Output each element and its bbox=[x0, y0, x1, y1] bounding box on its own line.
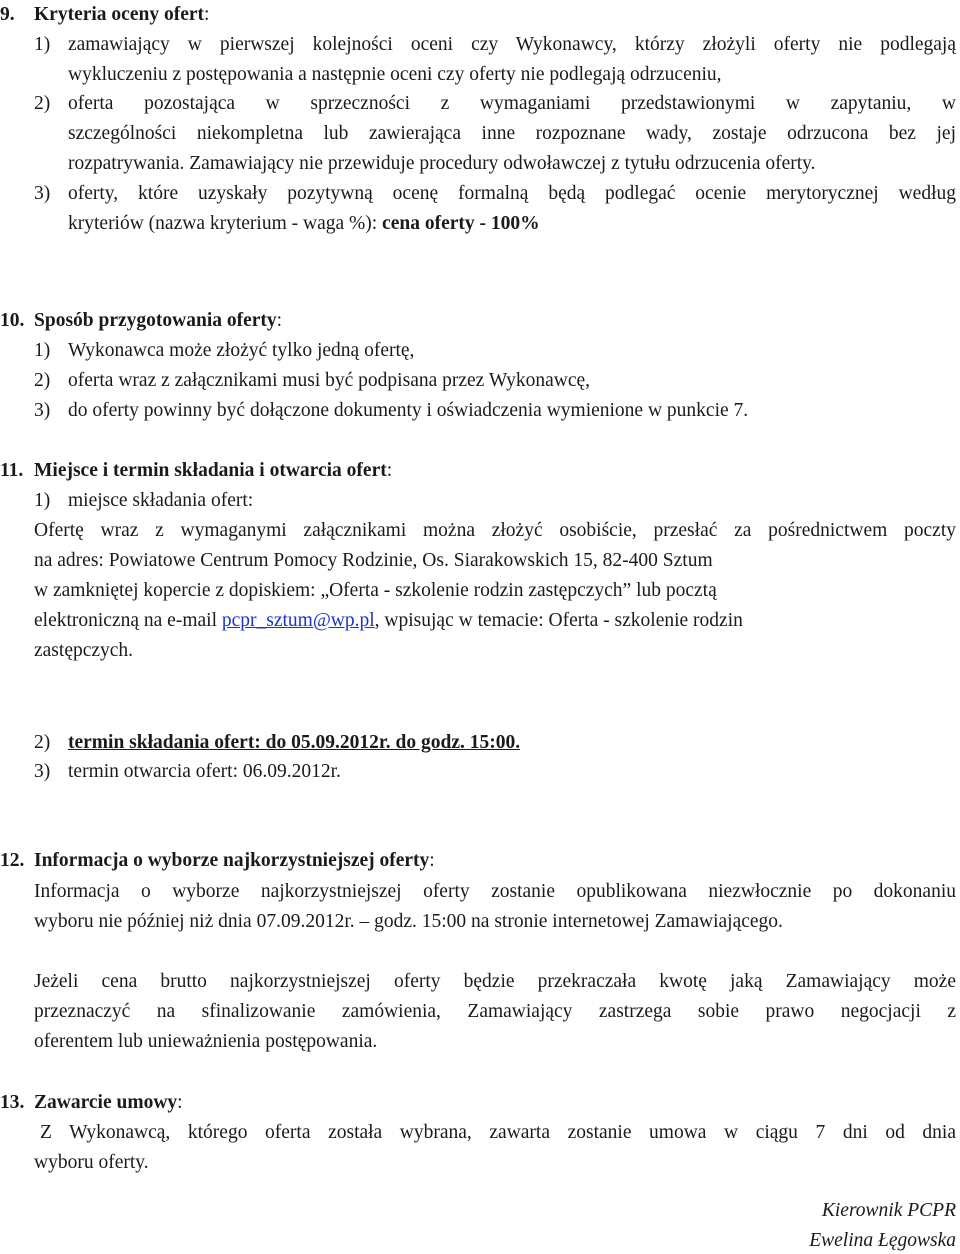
s12-paragraph-2-line-3: oferentem lub unieważnienia postępowania. bbox=[34, 1031, 378, 1052]
s11-item-1-text: miejsce składania ofert: bbox=[68, 490, 254, 511]
s10-item-2-number: 2) bbox=[34, 370, 51, 391]
section-12-colon: : bbox=[429, 850, 435, 871]
section-11-heading bbox=[34, 459, 392, 483]
s11-paragraph-line-4 bbox=[34, 609, 743, 633]
section-10-heading bbox=[34, 309, 282, 333]
section-13-colon: : bbox=[177, 1092, 183, 1113]
s9-item-2-line-3: rozpatrywania. Zamawiający nie przewiduje procedury odwoławczej z tytułu odrzucenia oferty. bbox=[68, 153, 816, 174]
s11-paragraph-line-2: na adres: Powiatowe Centrum Pomocy Rodzinie, Os. Siarakowskich 15, 82-400 Sztum bbox=[34, 550, 713, 571]
s13-paragraph-line-2: wyboru oferty. bbox=[34, 1152, 149, 1173]
s11-item-2-number: 2) bbox=[34, 732, 51, 753]
s11-email-suffix: , wpisując w temacie: Oferta - szkolenie rodzin bbox=[374, 610, 743, 631]
section-9-colon: : bbox=[204, 4, 210, 25]
section-13-heading bbox=[34, 1091, 183, 1115]
signature-name: Ewelina Łęgowska bbox=[809, 1230, 956, 1251]
s10-item-1-text: Wykonawca może złożyć tylko jedną ofertę, bbox=[68, 340, 415, 361]
s9-criteria-label: kryteriów (nazwa kryterium - waga %): bbox=[68, 213, 383, 234]
section-12-title: Informacja o wyborze najkorzystniejszej oferty bbox=[34, 850, 430, 871]
s11-paragraph-line-1: Ofertę wraz z wymaganymi załącznikami można złożyć osobiście, przesłać za pośrednictwem poczty bbox=[34, 520, 956, 541]
section-13-number: 13. bbox=[0, 1092, 25, 1113]
section-10-colon: : bbox=[276, 310, 283, 331]
signature-role: Kierownik PCPR bbox=[821, 1200, 956, 1221]
section-9-number: 9. bbox=[0, 4, 15, 25]
s9-item-2-number: 2) bbox=[34, 93, 51, 114]
section-9-heading bbox=[34, 3, 209, 27]
s10-item-2-text: oferta wraz z załącznikami musi być podpisana przez Wykonawcę, bbox=[68, 370, 591, 391]
s11-paragraph-line-5: zastępczych. bbox=[34, 640, 134, 661]
section-12-heading bbox=[34, 849, 435, 873]
s9-item-3-line-1: oferty, które uzyskały pozytywną ocenę formalną będą podlegać ocenie merytorycznej według bbox=[68, 183, 956, 204]
s11-opening-text: termin otwarcia ofert: 06.09.2012r. bbox=[68, 761, 341, 782]
s12-paragraph-1-line-1: Informacja o wyborze najkorzystniejszej oferty zostanie opublikowana niezwłocznie po dokonaniu bbox=[34, 881, 956, 902]
s9-item-3-line-2 bbox=[68, 212, 540, 236]
s9-item-1-line-1: zamawiający w pierwszej kolejności oceni czy Wykonawcy, którzy złożyli oferty nie podlegają bbox=[68, 34, 956, 55]
s9-criteria-value: cena oferty - 100% bbox=[382, 213, 540, 234]
section-13-title: Zawarcie umowy bbox=[34, 1092, 178, 1113]
s11-email-prefix: elektroniczną na e-mail bbox=[34, 610, 222, 631]
section-10-number: 10. bbox=[0, 310, 25, 331]
s10-item-3-number: 3) bbox=[34, 400, 51, 421]
s12-paragraph-1-line-2: wyboru nie później niż dnia 07.09.2012r. – godz. 15:00 na stronie internetowej Zamawiającego. bbox=[34, 911, 783, 932]
s11-item-1-number: 1) bbox=[34, 490, 51, 511]
section-11-colon: : bbox=[386, 460, 393, 481]
s9-item-3-number: 3) bbox=[34, 183, 51, 204]
section-10-title: Sposób przygotowania oferty bbox=[34, 310, 277, 331]
s12-paragraph-2-line-1: Jeżeli cena brutto najkorzystniejszej oferty będzie przekraczała kwotę jaką Zamawiający może bbox=[34, 971, 956, 992]
section-9-title: Kryteria oceny ofert bbox=[34, 4, 204, 25]
s10-item-1-number: 1) bbox=[34, 340, 51, 361]
section-11-title: Miejsce i termin składania i otwarcia ofert bbox=[34, 460, 387, 481]
s10-item-3-text: do oferty powinny być dołączone dokumenty i oświadczenia wymienione w punkcie 7. bbox=[68, 400, 749, 421]
s11-item-3-number: 3) bbox=[34, 761, 51, 782]
section-12-number: 12. bbox=[0, 850, 25, 871]
s9-item-1-number: 1) bbox=[34, 34, 51, 55]
s13-paragraph-line-1: Z Wykonawcą, którego oferta została wybrana, zawarta zostanie umowa w ciągu 7 dni od dnia bbox=[40, 1122, 956, 1143]
s12-paragraph-2-line-2: przeznaczyć na sfinalizowanie zamówienia, Zamawiający zastrzega sobie prawo negocjacji z bbox=[34, 1001, 956, 1022]
section-11-number: 11. bbox=[0, 460, 24, 481]
s9-item-1-line-2: wykluczeniu z postępowania a następnie oceni czy oferty nie podlegają odrzuceniu, bbox=[68, 64, 722, 85]
email-link[interactable]: pcpr_sztum@wp.pl bbox=[221, 610, 375, 631]
s11-deadline-text: termin składania ofert: do 05.09.2012r. do godz. 15:00. bbox=[68, 732, 521, 753]
s9-item-2-line-1: oferta pozostająca w sprzeczności z wymaganiami przedstawionymi w zapytaniu, w bbox=[68, 93, 956, 114]
s9-item-2-line-2: szczególności niekompletna lub zawierająca inne rozpoznane wady, zostaje odrzucona bez jej bbox=[68, 123, 956, 144]
s11-paragraph-line-3: w zamkniętej kopercie z dopiskiem: „Oferta - szkolenie rodzin zastępczych” lub pocztą bbox=[34, 580, 717, 601]
